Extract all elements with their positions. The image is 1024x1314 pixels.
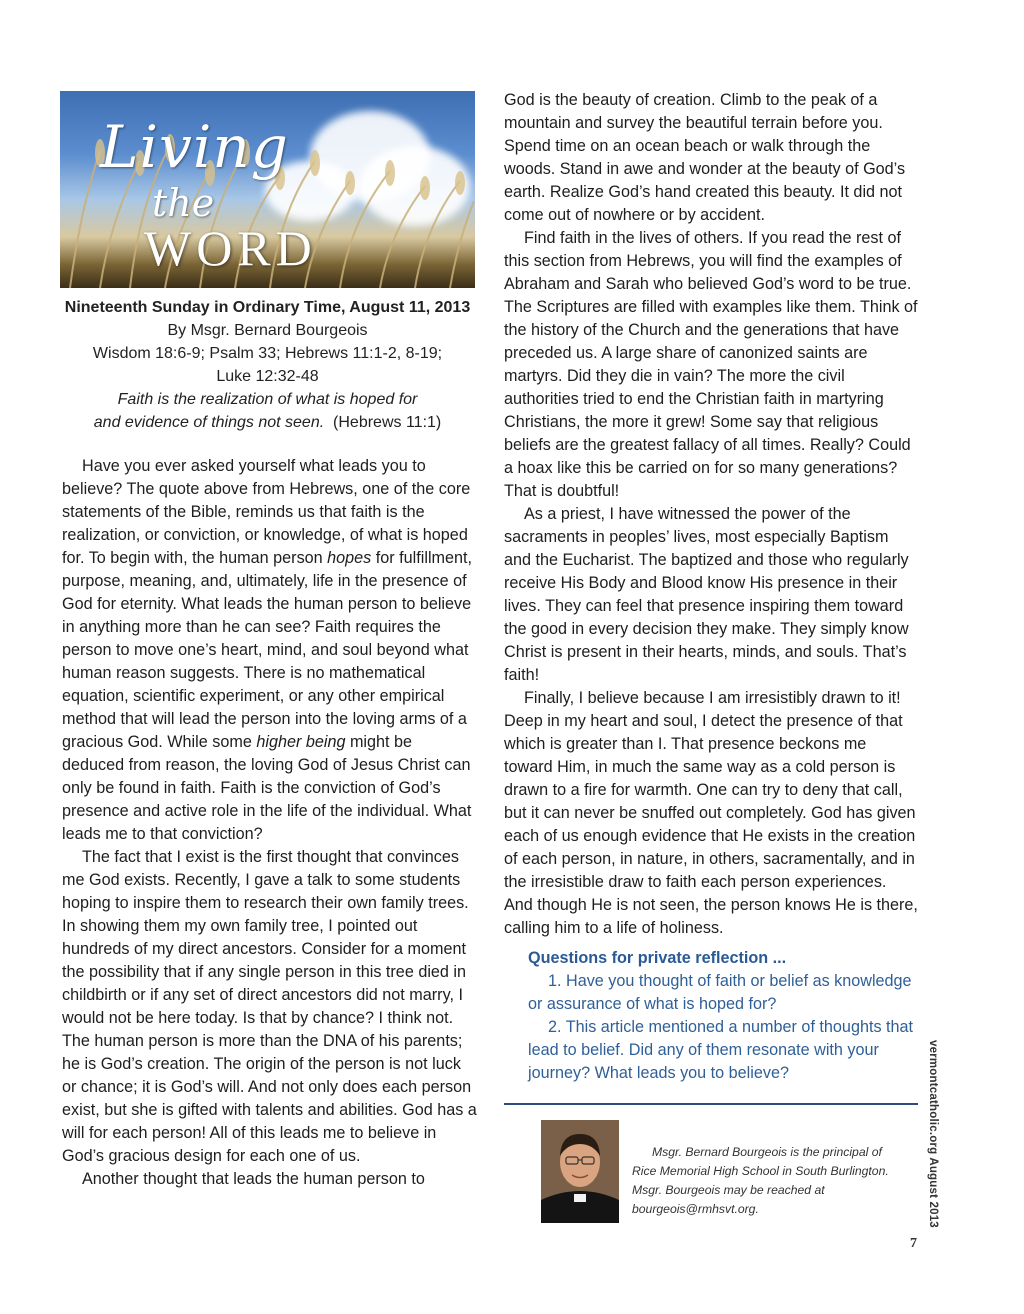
article-header — [60, 296, 475, 434]
paragraph-1-text-a: Have you ever asked yourself what leads you to believe? The quote above from Hebrews, one of the core statements of the Bible, reminds us that faith is the realization, or conviction, or knowledge, of what is hoped for. To begin with, the human person — [62, 457, 471, 567]
page-number: 7 — [910, 1236, 917, 1251]
paragraph-3-continued: God is the beauty of creation. Climb to the peak of a mountain and survey the beautiful terrain before you. Spend time on an ocean beach or walk through the woods. Stand in awe and wonder at the beauty of God’s earth. Realize God’s hand created this beauty. It did not come out of nowhere or by accident. — [504, 91, 906, 224]
epigraph-line-2-wrap — [60, 411, 475, 434]
banner-title-living: Living — [100, 113, 289, 181]
author-bio — [632, 1143, 890, 1219]
paragraph-4: Find faith in the lives of others. If you read the rest of this section from Hebrews, you will find the examples of Abraham and Sarah who believed God’s word to be true. The Scriptures are filled with examples like them. Think of the history of the Church and the generations that have preceded us. A large share of canonized saints are martyrs. Did they die in vain? The more the civil authorities tried to end the Christian faith in martyring Christians, the more it grew! Some say that religious beliefs are the greatest fallacy of all times. Really? Could a hoax like this be carried on for so many generations? That is doubtful! — [504, 229, 918, 500]
emphasis-hopes: hopes — [327, 549, 372, 567]
paragraph-2: The fact that I exist is the first thought that convinces me God exists. Recently, I gave a talk to some students hoping to inspire them to research their own family trees. In showing them my own family tree, I pointed out hundreds of my direct ancestors. Consider for a moment the possibility that if any single person in this tree died in childbirth or if any set of direct ancestors did not marry, I would not be here today. Is that by chance? I think not. The human person is more than the DNA of his parents; he is God’s creation. The origin of the person is not luck or chance; it is God’s will. And not only does each person exist, but she is gifted with talents and abilities. God has a will for each person! All of this leads me to believe in God’s gracious design for each one of us. — [62, 848, 477, 1165]
author-photo — [541, 1120, 619, 1223]
question-1: 1. Have you thought of faith or belief as knowledge or assurance of what is hoped for? — [528, 972, 912, 1013]
banner-title-word: WORD — [144, 220, 317, 276]
readings-line-2: Luke 12:32-48 — [216, 368, 319, 385]
reflection-questions — [528, 947, 918, 1085]
emphasis-higher-being: higher being — [256, 733, 346, 751]
living-the-word-banner — [60, 91, 475, 288]
epigraph-citation: (Hebrews 11:1) — [333, 414, 442, 431]
website-and-issue: vermontcatholic.org August 2013 — [927, 1040, 939, 1228]
divider-rule — [504, 1103, 918, 1105]
question-2: 2. This article mentioned a number of thoughts that lead to belief. Did any of them resonate with your journey? What leads you to believe? — [528, 1018, 914, 1082]
paragraph-1-text-c: might be deduced from reason, the loving God of Jesus Christ can only be found in faith. Faith is the conviction of God’s presence and active role in the life of the individual. What leads me to that conviction? — [62, 733, 472, 843]
author-bio-text: Msgr. Bernard Bourgeois is the principal of Rice Memorial High School in South Burlington. Msgr. Bourgeois may be reached at bourgeois@rmhsvt.org. — [632, 1145, 889, 1216]
paragraph-3-start: Another thought that leads the human person to — [82, 1170, 425, 1188]
paragraph-1-text-b: for fulfillment, purpose, meaning, and, ultimately, life in the presence of God for eternity. What leads the human person to believe in anything more than he can see? Faith requires the person to move one’s heart, mind, and soul beyond what human reason suggests. There is no mathematical equation, scientific experiment, or any other empirical method that will lead the person into the loving arms of a gracious God. While some — [62, 549, 473, 751]
paragraph-6: Finally, I believe because I am irresistibly drawn to it! Deep in my heart and soul, I detect the presence of that which is greater than I. That presence beckons me toward Him, in much the same way as a cold person is drawn to a fire for warmth. One can try to deny that call, but it can never be snuffed out completely. God has given each of us enough evidence that He exists in the creation of each person, in nature, in others, sacramentally, and in the irresistible draw to faith each person experiences. And though He is not seen, the person knows He is there, calling him to a life of holiness. — [504, 689, 918, 937]
readings-line-1: Wisdom 18:6-9; Psalm 33; Hebrews 11:1-2, 8-19; — [92, 345, 443, 362]
paragraph-5: As a priest, I have witnessed the power of the sacraments in peoples’ lives, most especially Baptism and the Eucharist. The baptized and those who regularly receive His Body and Blood know His presence in their lives. They can feel that presence inspiring them toward the good in every decision they make. They simply know Christ is present in their hearts, minds, and souls. That’s faith! — [504, 505, 909, 684]
banner-title-the: the — [152, 181, 215, 225]
epigraph-line-1: Faith is the realization of what is hoped for — [117, 391, 418, 408]
article-column-right — [504, 89, 918, 940]
liturgical-occasion: Nineteenth Sunday in Ordinary Time, August 11, 2013 — [64, 299, 471, 316]
epigraph-line-2: and evidence of things not seen. — [93, 414, 325, 431]
byline: By Msgr. Bernard Bourgeois — [167, 322, 368, 339]
article-column-left — [62, 455, 478, 1191]
side-label — [925, 1040, 941, 1228]
paragraph-1 — [62, 455, 478, 846]
questions-heading: Questions for private reflection ... — [528, 949, 787, 967]
